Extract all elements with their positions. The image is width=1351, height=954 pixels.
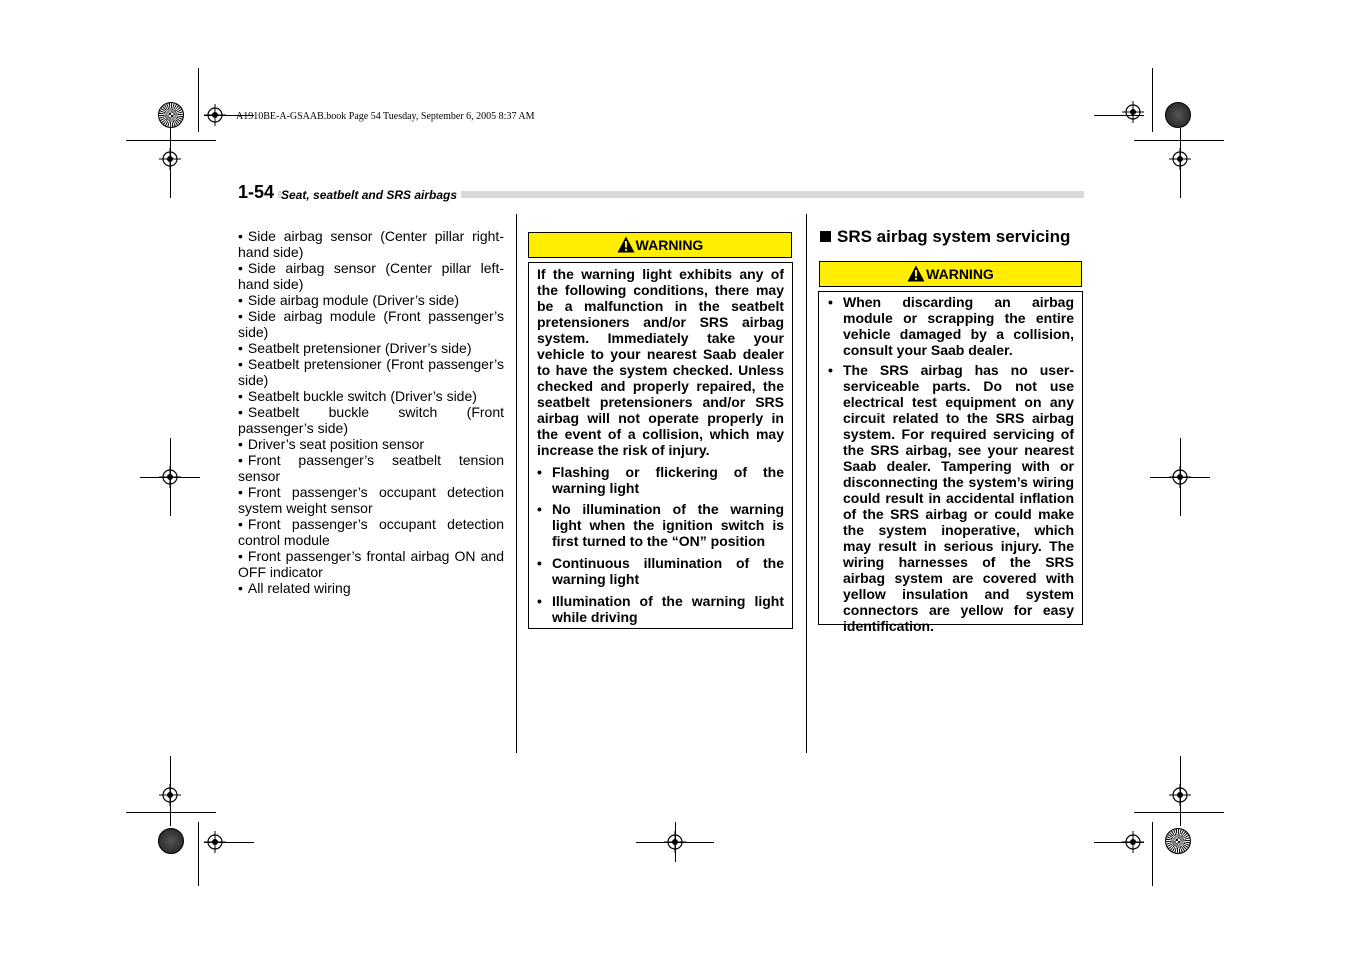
- list-item: • Driver’s seat position sensor: [238, 436, 504, 452]
- crop-line: [1152, 68, 1153, 132]
- registration-target-icon: [159, 148, 181, 170]
- list-item: • All related wiring: [238, 580, 504, 596]
- list-item: • Seatbelt pretensioner (Driver’s side): [238, 340, 504, 356]
- list-item: • Front passenger’s frontal airbag ON and OFF indicator: [238, 548, 504, 580]
- registration-rosette-icon: [1165, 102, 1191, 128]
- list-item: • Front passenger’s occupant detection control module: [238, 516, 504, 548]
- warning-box: [528, 262, 793, 629]
- print-file-info: A1910BE-A-GSAAB.book Page 54 Tuesday, September 6, 2005 8:37 AM: [236, 111, 535, 122]
- crop-line: [198, 68, 199, 132]
- warning-banner: [528, 232, 792, 258]
- registration-target-icon: [204, 104, 226, 126]
- crop-line: [126, 140, 216, 141]
- component-list: [238, 228, 504, 596]
- crop-line: [1134, 812, 1224, 813]
- list-item: • Seatbelt buckle switch (Front passenger’s side): [238, 404, 504, 436]
- crop-line: [1134, 140, 1224, 141]
- registration-target-icon: [159, 784, 181, 806]
- registration-rosette-icon: [1165, 828, 1191, 854]
- list-item: • Front passenger’s seatbelt tension sensor: [238, 452, 504, 484]
- column-divider: [516, 214, 517, 753]
- warning-item: • Illumination of the warning light while driving: [537, 593, 784, 625]
- registration-target-icon: [1122, 101, 1144, 123]
- list-item: • Side airbag sensor (Center pillar right-hand side): [238, 228, 504, 260]
- warning-label: WARNING: [926, 266, 994, 282]
- column-divider: [806, 214, 807, 753]
- crop-line: [1152, 822, 1153, 886]
- warning-item: • Flashing or flickering of the warning light: [537, 464, 784, 496]
- list-item: • Seatbelt buckle switch (Driver’s side): [238, 388, 504, 404]
- warning-triangle-icon: [617, 236, 635, 253]
- list-item: • Side airbag module (Driver’s side): [238, 292, 504, 308]
- list-item: • Side airbag sensor (Center pillar left-hand side): [238, 260, 504, 292]
- warning-item: • No illumination of the warning light when the ignition switch is first turned to the “ON” position: [537, 501, 784, 549]
- registration-target-icon: [664, 831, 686, 853]
- registration-rosette-icon: [158, 828, 184, 854]
- warning-intro: If the warning light exhibits any of the following conditions, there may be a malfunction in the seatbelt pretensioners and/or SRS airbag system. Immediately take your vehicle to your nearest Saab dealer to have the system checked. Unless checked and properly repaired, the seatbelt pretensioners and/or SRS airbag will not operate properly in the event of a collision, which may increase the risk of injury.: [537, 266, 784, 458]
- warning-item: • When discarding an airbag module or scrapping the entire vehicle damaged by a collision, consult your Saab dealer.: [828, 294, 1074, 358]
- section-heading-text: SRS airbag system servicing: [837, 227, 1071, 246]
- registration-rosette-icon: [158, 102, 184, 128]
- section-heading: [820, 227, 1070, 247]
- crop-line: [126, 812, 216, 813]
- warning-label: WARNING: [635, 237, 704, 253]
- registration-target-icon: [159, 466, 181, 488]
- registration-target-icon: [1169, 784, 1191, 806]
- warning-box: [818, 291, 1083, 634]
- registration-target-icon: [1169, 466, 1191, 488]
- list-item: • Front passenger’s occupant detection system weight sensor: [238, 484, 504, 516]
- warning-item: • Continuous illumination of the warning light: [537, 555, 784, 587]
- registration-target-icon: [204, 831, 226, 853]
- registration-target-icon: [1122, 831, 1144, 853]
- warning-triangle-icon: [907, 265, 925, 282]
- list-item: • Side airbag module (Front passenger’s side): [238, 308, 504, 340]
- registration-target-icon: [1169, 148, 1191, 170]
- square-bullet-icon: [820, 231, 831, 242]
- warning-banner: [819, 261, 1082, 287]
- crop-line: [198, 822, 199, 886]
- section-title: Seat, seatbelt and SRS airbags: [281, 187, 461, 203]
- warning-item: • The SRS airbag has no user-serviceable parts. Do not use electrical test equipment on any circuit related to the SRS airbag system. For required servicing of the SRS airbag, see your nearest Saab dealer. Tampering with or disconnecting the system’s wiring could result in accidental inflation of the SRS airbag or could make the system inoperative, which may result in serious injury. The wiring harnesses of the SRS airbag system are covered with yellow insulation and system connectors are yellow for easy identification.: [828, 362, 1074, 634]
- page-number: 1-54: [238, 181, 278, 203]
- list-item: • Seatbelt pretensioner (Front passenger’s side): [238, 356, 504, 388]
